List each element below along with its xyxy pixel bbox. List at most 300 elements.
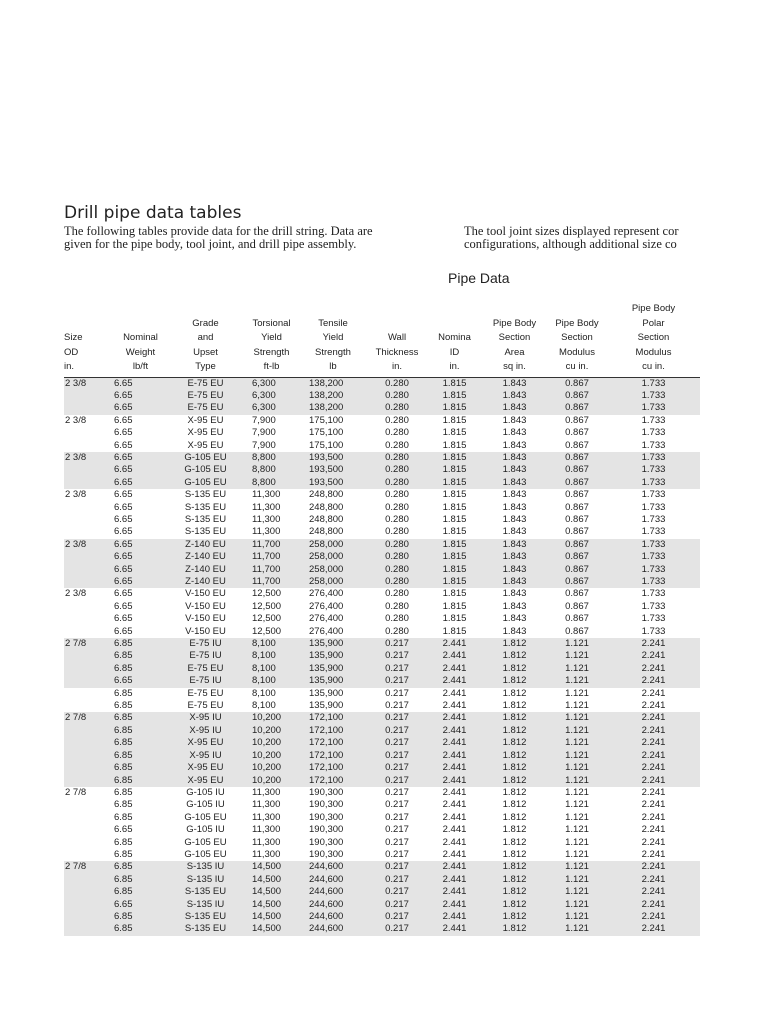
- size-cell: [64, 402, 114, 414]
- id-cell: 2.441: [427, 762, 482, 774]
- torsional-cell: 8,800: [244, 464, 299, 476]
- wall-cell: 0.280: [367, 390, 427, 402]
- weight-cell: 6.65: [114, 576, 167, 588]
- id-cell: 1.815: [442, 513, 467, 525]
- id-cell: 1.815: [427, 539, 482, 551]
- modulus-cell: 0.867: [565, 501, 589, 513]
- grade-cell: S-135 EU: [167, 886, 244, 898]
- modulus-cell: 0.867: [565, 489, 589, 501]
- weight-cell: 6.85: [114, 886, 167, 898]
- weight-cell: 6.65: [114, 613, 133, 625]
- polar-cell: 1.733: [641, 501, 666, 513]
- area-cell: 1.843: [482, 377, 547, 390]
- area-cell: 1.812: [482, 874, 547, 886]
- wall-cell: 0.217: [385, 786, 409, 798]
- intro-left: [64, 225, 444, 251]
- weight-cell: 6.65: [114, 588, 133, 600]
- area-cell: 1.843: [482, 551, 547, 563]
- table-row: [64, 725, 700, 737]
- area-cell: 1.843: [502, 600, 527, 612]
- grade-cell: E-75 EU: [167, 377, 244, 390]
- weight-cell: 6.65: [114, 477, 167, 489]
- size-cell: [64, 526, 114, 538]
- tensile-cell: 135,900: [309, 700, 344, 712]
- area-cell: 1.812: [482, 712, 547, 724]
- size-cell: [64, 551, 114, 563]
- id-cell: 1.815: [442, 526, 467, 538]
- grade-cell: Z-140 EU: [167, 576, 244, 588]
- grade-cell: S-135 EU: [184, 526, 227, 538]
- polar-cell: 1.733: [641, 439, 666, 451]
- tensile-cell: 138,200: [299, 377, 367, 390]
- area-cell: 1.843: [502, 501, 527, 513]
- modulus-cell: 0.867: [565, 526, 589, 538]
- grade-cell: S-135 EU: [184, 513, 227, 525]
- torsional-cell: 7,900: [252, 414, 276, 426]
- area-cell: 1.812: [482, 663, 547, 675]
- table-row: [64, 675, 700, 687]
- tensile-cell: 190,300: [309, 848, 344, 860]
- size-cell: [64, 799, 114, 811]
- tensile-cell: 276,400: [309, 613, 344, 625]
- tensile-cell: 190,300: [309, 799, 344, 811]
- tensile-cell: 135,900: [299, 675, 367, 687]
- grade-cell: G-105 IU: [186, 799, 225, 811]
- header-line: Area: [504, 346, 525, 358]
- intro-left-line: given for the pipe body, tool joint, and drill pipe assembly.: [64, 237, 357, 251]
- size-cell: 2 3/8: [64, 539, 114, 551]
- id-cell: 2.441: [427, 638, 482, 650]
- grade-cell: E-75 IU: [167, 638, 244, 650]
- size-cell: [64, 688, 114, 700]
- modulus-cell: 0.867: [547, 477, 607, 489]
- header-line: in.: [391, 361, 403, 372]
- grade-cell: V-150 EU: [185, 613, 226, 625]
- modulus-cell: 0.867: [547, 551, 607, 563]
- tensile-cell: 172,100: [299, 775, 367, 787]
- torsional-cell: 10,200: [244, 712, 299, 724]
- modulus-cell: 0.867: [547, 464, 607, 476]
- grade-cell: G-105 IU: [186, 824, 225, 836]
- page-title: Drill pipe data tables: [64, 203, 242, 223]
- grade-cell: S-135 IU: [167, 861, 244, 873]
- weight-cell: 6.85: [114, 848, 133, 860]
- weight-cell: 6.85: [114, 687, 133, 699]
- id-cell: 2.441: [442, 836, 467, 848]
- size-cell: [64, 564, 114, 576]
- area-cell: 1.843: [482, 402, 547, 414]
- modulus-cell: 1.121: [565, 687, 589, 699]
- id-cell: 2.441: [427, 650, 482, 662]
- wall-cell: 0.217: [367, 762, 427, 774]
- area-cell: 1.843: [482, 576, 547, 588]
- torsional-cell: 10,200: [244, 775, 299, 787]
- weight-cell: 6.65: [114, 414, 133, 426]
- table-row: [64, 601, 700, 613]
- polar-cell: 1.733: [607, 464, 700, 476]
- id-cell: 2.441: [427, 911, 482, 923]
- grade-cell: S-135 IU: [167, 874, 244, 886]
- grade-cell: E-75 EU: [187, 700, 224, 712]
- header-line: Thickness: [375, 346, 419, 358]
- area-cell: 1.843: [502, 489, 527, 501]
- header-line: Modulus: [635, 346, 672, 358]
- weight-cell: 6.65: [114, 539, 167, 551]
- header-tensile: [299, 302, 367, 377]
- polar-cell: 2.241: [607, 675, 700, 687]
- size-cell: 2 3/8: [65, 414, 87, 426]
- table-row: [64, 489, 700, 501]
- polar-cell: 2.241: [607, 737, 700, 749]
- area-cell: 1.843: [502, 427, 527, 439]
- wall-cell: 0.280: [367, 564, 427, 576]
- header-line: Section: [498, 332, 531, 343]
- table-row: [64, 613, 700, 625]
- modulus-cell: 0.867: [547, 402, 607, 414]
- torsional-cell: 14,500: [244, 911, 299, 923]
- weight-cell: 6.85: [114, 775, 167, 787]
- wall-cell: 0.217: [385, 799, 409, 811]
- grade-cell: E-75 IU: [167, 650, 244, 662]
- modulus-cell: 0.867: [565, 414, 589, 426]
- header-line: cu in.: [642, 361, 665, 372]
- wall-cell: 0.217: [367, 886, 427, 898]
- weight-cell: 6.85: [114, 762, 167, 774]
- table-row: [64, 502, 700, 514]
- wall-cell: 0.217: [367, 874, 427, 886]
- header-line: Grade: [192, 317, 219, 329]
- modulus-cell: 1.121: [547, 663, 607, 675]
- tensile-cell: 193,500: [299, 464, 367, 476]
- tensile-cell: 248,800: [309, 501, 344, 513]
- tensile-cell: 244,600: [299, 874, 367, 886]
- id-cell: 2.441: [427, 886, 482, 898]
- table-row: [64, 452, 700, 464]
- size-cell: [64, 601, 114, 613]
- torsional-cell: 11,300: [252, 489, 281, 501]
- header-line: Nomina: [438, 332, 471, 343]
- area-cell: 1.812: [482, 775, 547, 787]
- area-cell: 1.843: [482, 452, 547, 464]
- area-cell: 1.812: [482, 725, 547, 737]
- area-cell: 1.812: [482, 911, 547, 923]
- header-id: [427, 302, 482, 377]
- torsional-cell: 10,200: [244, 725, 299, 737]
- wall-cell: 0.217: [367, 923, 427, 935]
- table-row: [64, 775, 700, 787]
- weight-cell: 6.65: [114, 377, 167, 390]
- torsional-cell: 12,500: [252, 600, 282, 612]
- weight-cell: 6.85: [114, 725, 167, 737]
- wall-cell: 0.217: [385, 811, 409, 823]
- grade-cell: G-105 EU: [184, 848, 227, 860]
- polar-cell: 1.733: [641, 600, 666, 612]
- size-cell: 2 3/8: [64, 377, 114, 390]
- area-cell: 1.812: [482, 762, 547, 774]
- header-line: Torsional: [252, 317, 291, 329]
- id-cell: 1.815: [427, 464, 482, 476]
- id-cell: 1.815: [442, 625, 467, 637]
- tensile-cell: 258,000: [299, 539, 367, 551]
- header-line: in.: [64, 361, 75, 372]
- modulus-cell: 1.121: [565, 811, 589, 823]
- grade-cell: G-105 EU: [184, 836, 227, 848]
- polar-cell: 1.733: [607, 377, 700, 390]
- table-row: [64, 762, 700, 774]
- weight-cell: 6.65: [114, 564, 167, 576]
- header-line: Weight: [125, 346, 156, 358]
- modulus-cell: 1.121: [547, 650, 607, 662]
- size-cell: 2 7/8: [64, 712, 114, 724]
- size-cell: [64, 613, 114, 625]
- size-cell: [64, 440, 114, 452]
- header-line: OD: [64, 346, 79, 358]
- size-cell: 2 7/8: [64, 861, 114, 873]
- id-cell: 1.815: [442, 588, 467, 600]
- torsional-cell: 11,700: [244, 539, 299, 551]
- weight-cell: 6.65: [114, 899, 167, 911]
- header-torsional: [244, 302, 299, 377]
- tensile-cell: 276,400: [309, 600, 344, 612]
- id-cell: 2.441: [442, 848, 467, 860]
- torsional-cell: 10,200: [244, 737, 299, 749]
- table-row: [64, 588, 700, 600]
- modulus-cell: 0.867: [565, 513, 589, 525]
- wall-cell: 0.280: [385, 439, 409, 451]
- torsional-cell: 11,700: [244, 576, 299, 588]
- wall-cell: 0.217: [367, 775, 427, 787]
- header-row: [64, 302, 700, 377]
- torsional-cell: 8,100: [244, 650, 299, 662]
- modulus-cell: 1.121: [565, 848, 589, 860]
- torsional-cell: 12,500: [252, 625, 282, 637]
- tensile-cell: 248,800: [309, 526, 344, 538]
- tensile-cell: 138,200: [299, 402, 367, 414]
- header-line: and: [197, 332, 214, 343]
- table-row: [64, 539, 700, 551]
- polar-cell: 1.733: [641, 489, 666, 501]
- polar-cell: 2.241: [607, 775, 700, 787]
- area-cell: 1.812: [482, 737, 547, 749]
- id-cell: 1.815: [442, 414, 467, 426]
- size-cell: [64, 737, 114, 749]
- area-cell: 1.812: [502, 824, 527, 836]
- weight-cell: 6.85: [114, 750, 167, 762]
- polar-cell: 1.733: [641, 526, 666, 538]
- torsional-cell: 11,300: [252, 526, 281, 538]
- modulus-cell: 1.121: [547, 861, 607, 873]
- polar-cell: 2.241: [641, 811, 666, 823]
- tensile-cell: 190,300: [309, 786, 344, 798]
- torsional-cell: 14,500: [244, 861, 299, 873]
- id-cell: 2.441: [427, 663, 482, 675]
- weight-cell: 6.65: [114, 551, 167, 563]
- header-line: cu in.: [565, 361, 589, 372]
- modulus-cell: 0.867: [547, 390, 607, 402]
- weight-cell: 6.85: [114, 786, 133, 798]
- table-row: [64, 663, 700, 675]
- wall-cell: 0.280: [385, 613, 409, 625]
- grade-cell: X-95 IU: [167, 712, 244, 724]
- polar-cell: 2.241: [607, 923, 700, 935]
- area-cell: 1.812: [482, 638, 547, 650]
- area-cell: 1.843: [502, 526, 527, 538]
- size-cell: [64, 663, 114, 675]
- polar-cell: 1.733: [607, 539, 700, 551]
- size-cell: [64, 874, 114, 886]
- torsional-cell: 7,900: [252, 427, 276, 439]
- table-row: [64, 824, 700, 836]
- size-cell: [64, 812, 114, 824]
- modulus-cell: 1.121: [565, 700, 589, 712]
- weight-cell: 6.85: [114, 650, 167, 662]
- modulus-cell: 1.121: [547, 638, 607, 650]
- wall-cell: 0.217: [367, 712, 427, 724]
- polar-cell: 2.241: [607, 638, 700, 650]
- id-cell: 1.815: [442, 501, 467, 513]
- header-size: [64, 302, 114, 377]
- header-line: ft-lb: [263, 361, 280, 372]
- torsional-cell: 8,100: [244, 663, 299, 675]
- area-cell: 1.812: [482, 899, 547, 911]
- polar-cell: 2.241: [641, 786, 666, 798]
- polar-cell: 1.733: [641, 613, 666, 625]
- table-row: [64, 899, 700, 911]
- polar-cell: 2.241: [607, 861, 700, 873]
- header-line: Nominal: [123, 332, 158, 343]
- wall-cell: 0.280: [385, 427, 409, 439]
- modulus-cell: 0.867: [547, 576, 607, 588]
- torsional-cell: 14,500: [244, 886, 299, 898]
- grade-cell: E-75 IU: [167, 675, 244, 687]
- modulus-cell: 1.121: [547, 712, 607, 724]
- id-cell: 2.441: [427, 712, 482, 724]
- wall-cell: 0.280: [367, 452, 427, 464]
- tensile-cell: 258,000: [299, 564, 367, 576]
- table-row: [64, 551, 700, 563]
- area-cell: 1.843: [482, 390, 547, 402]
- area-cell: 1.812: [482, 675, 547, 687]
- wall-cell: 0.280: [367, 377, 427, 390]
- area-cell: 1.812: [482, 886, 547, 898]
- id-cell: 2.441: [427, 737, 482, 749]
- area-cell: 1.812: [502, 799, 527, 811]
- polar-cell: 2.241: [641, 848, 666, 860]
- tensile-cell: 172,100: [299, 712, 367, 724]
- grade-cell: X-95 EU: [167, 762, 244, 774]
- tensile-cell: 248,800: [309, 513, 344, 525]
- id-cell: 2.441: [427, 899, 482, 911]
- modulus-cell: 0.867: [565, 588, 589, 600]
- weight-cell: 6.65: [114, 489, 133, 501]
- id-cell: 2.441: [442, 799, 467, 811]
- size-cell: 2 3/8: [64, 452, 114, 464]
- tensile-cell: 258,000: [299, 576, 367, 588]
- modulus-cell: 1.121: [565, 786, 589, 798]
- polar-cell: 1.733: [607, 576, 700, 588]
- tensile-cell: 135,900: [299, 650, 367, 662]
- grade-cell: E-75 EU: [167, 390, 244, 402]
- grade-cell: S-135 EU: [184, 489, 227, 501]
- modulus-cell: 1.121: [565, 824, 589, 836]
- polar-cell: 2.241: [641, 799, 666, 811]
- grade-cell: Z-140 EU: [167, 551, 244, 563]
- header-line: Pipe Body: [555, 317, 599, 329]
- area-cell: 1.843: [502, 588, 527, 600]
- area-cell: 1.812: [482, 650, 547, 662]
- grade-cell: V-150 EU: [185, 588, 226, 600]
- id-cell: 1.815: [442, 613, 467, 625]
- tensile-cell: 135,900: [299, 638, 367, 650]
- wall-cell: 0.217: [367, 737, 427, 749]
- id-cell: 2.441: [427, 775, 482, 787]
- modulus-cell: 1.121: [547, 775, 607, 787]
- table-row: [64, 837, 700, 849]
- modulus-cell: 1.121: [547, 899, 607, 911]
- table-row: [64, 911, 700, 923]
- table-row: [64, 626, 700, 638]
- id-cell: 2.441: [427, 750, 482, 762]
- tensile-cell: 175,100: [309, 427, 344, 439]
- polar-cell: 1.733: [641, 414, 666, 426]
- size-cell: [64, 514, 114, 526]
- torsional-cell: 14,500: [244, 874, 299, 886]
- weight-cell: 6.85: [114, 836, 133, 848]
- header-line: Modulus: [559, 346, 595, 358]
- header-weight: [114, 302, 167, 377]
- weight-cell: 6.85: [114, 911, 167, 923]
- modulus-cell: 0.867: [565, 600, 589, 612]
- grade-cell: S-135 EU: [167, 923, 244, 935]
- wall-cell: 0.217: [385, 824, 409, 836]
- size-cell: [64, 725, 114, 737]
- polar-cell: 2.241: [607, 750, 700, 762]
- tensile-cell: 193,500: [299, 477, 367, 489]
- id-cell: 2.441: [442, 786, 467, 798]
- weight-cell: 6.85: [114, 700, 133, 712]
- table-row: [64, 750, 700, 762]
- tensile-cell: 244,600: [299, 861, 367, 873]
- tensile-cell: 190,300: [309, 824, 344, 836]
- table-row: [64, 799, 700, 811]
- polar-cell: 1.733: [641, 513, 666, 525]
- grade-cell: X-95 IU: [167, 750, 244, 762]
- size-cell: [64, 675, 114, 687]
- wall-cell: 0.217: [385, 836, 409, 848]
- tensile-cell: 190,300: [309, 836, 344, 848]
- intro-right: [464, 225, 700, 251]
- intro-right-line: configurations, although additional size co: [464, 237, 677, 251]
- wall-cell: 0.217: [367, 650, 427, 662]
- weight-cell: 6.85: [114, 923, 167, 935]
- grade-cell: S-135 EU: [167, 911, 244, 923]
- size-cell: [64, 700, 114, 712]
- header-line: Yield: [322, 332, 344, 343]
- id-cell: 1.815: [427, 377, 482, 390]
- modulus-cell: 1.121: [547, 762, 607, 774]
- id-cell: 1.815: [442, 439, 467, 451]
- torsional-cell: 11,300: [252, 836, 281, 848]
- weight-cell: 6.85: [114, 811, 133, 823]
- weight-cell: 6.65: [114, 675, 167, 687]
- weight-cell: 6.85: [114, 712, 167, 724]
- tensile-cell: 258,000: [299, 551, 367, 563]
- table-row: [64, 861, 700, 873]
- table-body: [64, 377, 700, 936]
- polar-cell: 2.241: [607, 911, 700, 923]
- header-line: Type: [195, 361, 216, 372]
- size-cell: [64, 650, 114, 662]
